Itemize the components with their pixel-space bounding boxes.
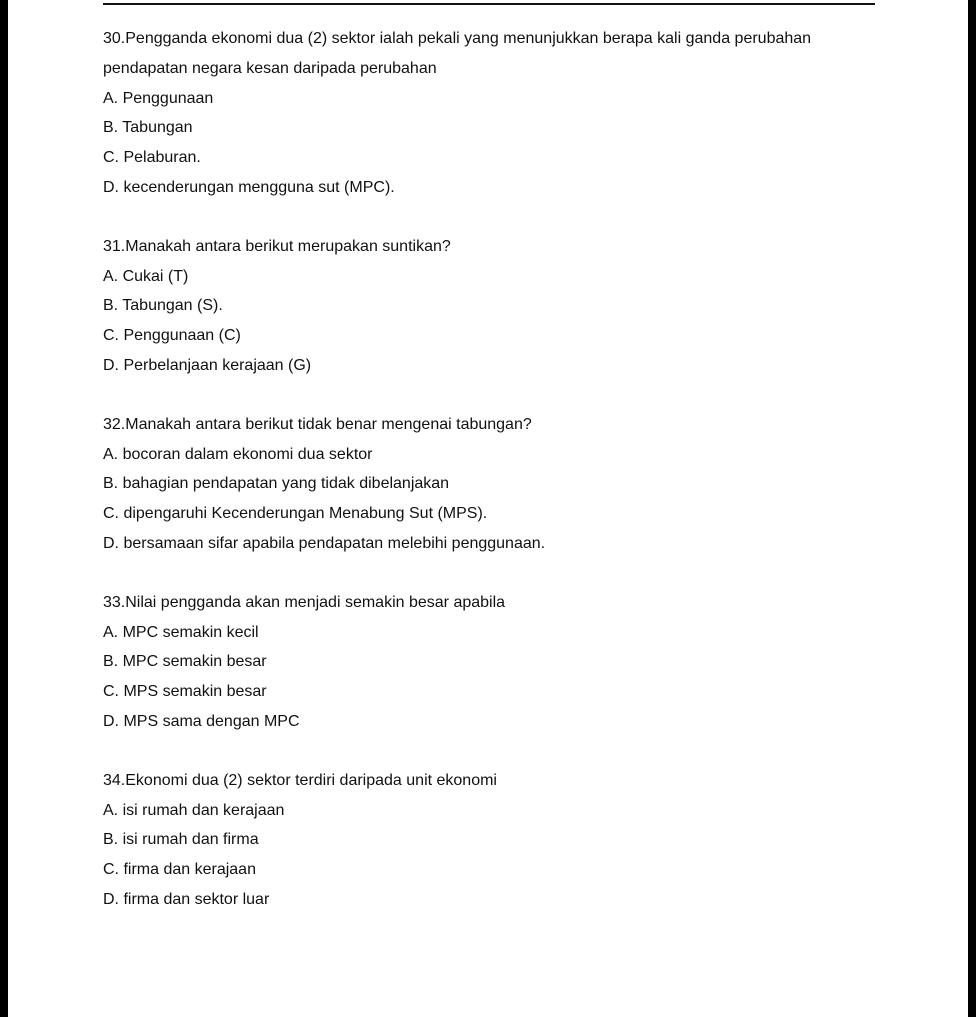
option-c: C. Pelaburan. bbox=[103, 149, 201, 167]
question-31 bbox=[103, 232, 903, 381]
option-c: C. MPS semakin besar bbox=[103, 683, 267, 701]
question-stem: 33.Nilai pengganda akan menjadi semakin besar apabila bbox=[103, 593, 506, 611]
question-34 bbox=[103, 766, 903, 915]
option-b: B. Tabungan (S). bbox=[103, 297, 223, 315]
question-30 bbox=[103, 24, 903, 203]
option-c: C. firma dan kerajaan bbox=[103, 861, 256, 879]
option-b: B. isi rumah dan firma bbox=[103, 831, 259, 849]
option-a: A. Cukai (T) bbox=[103, 267, 189, 285]
question-stem-continued: pendapatan negara kesan daripada perubahan bbox=[103, 59, 437, 77]
question-stem: 34.Ekonomi dua (2) sektor terdiri daripada unit ekonomi bbox=[103, 771, 497, 789]
option-a: A. MPC semakin kecil bbox=[103, 623, 259, 641]
option-b: B. MPC semakin besar bbox=[103, 653, 267, 671]
question-stem: 32.Manakah antara berikut tidak benar mengenai tabungan? bbox=[103, 415, 532, 433]
left-dark-edge bbox=[0, 0, 8, 1017]
top-rule-line bbox=[103, 3, 875, 5]
question-stem: 30.Pengganda ekonomi dua (2) sektor ialah pekali yang menunjukkan berapa kali ganda perubahan bbox=[103, 30, 812, 47]
option-c: C. Penggunaan (C) bbox=[103, 327, 241, 345]
question-list bbox=[103, 24, 903, 944]
option-a: A. Penggunaan bbox=[103, 89, 214, 107]
right-dark-edge bbox=[968, 0, 976, 1017]
option-a: A. isi rumah dan kerajaan bbox=[103, 801, 285, 819]
option-d: D. Perbelanjaan kerajaan (G) bbox=[103, 356, 312, 374]
option-a: A. bocoran dalam ekonomi dua sektor bbox=[103, 445, 373, 463]
option-b: B. bahagian pendapatan yang tidak dibelanjakan bbox=[103, 475, 450, 493]
question-33 bbox=[103, 588, 903, 737]
option-c: C. dipengaruhi Kecenderungan Menabung Sut (MPS). bbox=[103, 505, 488, 523]
question-stem: 31.Manakah antara berikut merupakan suntikan? bbox=[103, 237, 451, 255]
question-32 bbox=[103, 410, 903, 559]
option-d: D. bersamaan sifar apabila pendapatan melebihi penggunaan. bbox=[103, 534, 546, 552]
option-d: D. kecenderungan mengguna sut (MPC). bbox=[103, 178, 395, 196]
option-d: D. MPS sama dengan MPC bbox=[103, 712, 300, 730]
option-d: D. firma dan sektor luar bbox=[103, 890, 270, 908]
option-b: B. Tabungan bbox=[103, 119, 193, 137]
